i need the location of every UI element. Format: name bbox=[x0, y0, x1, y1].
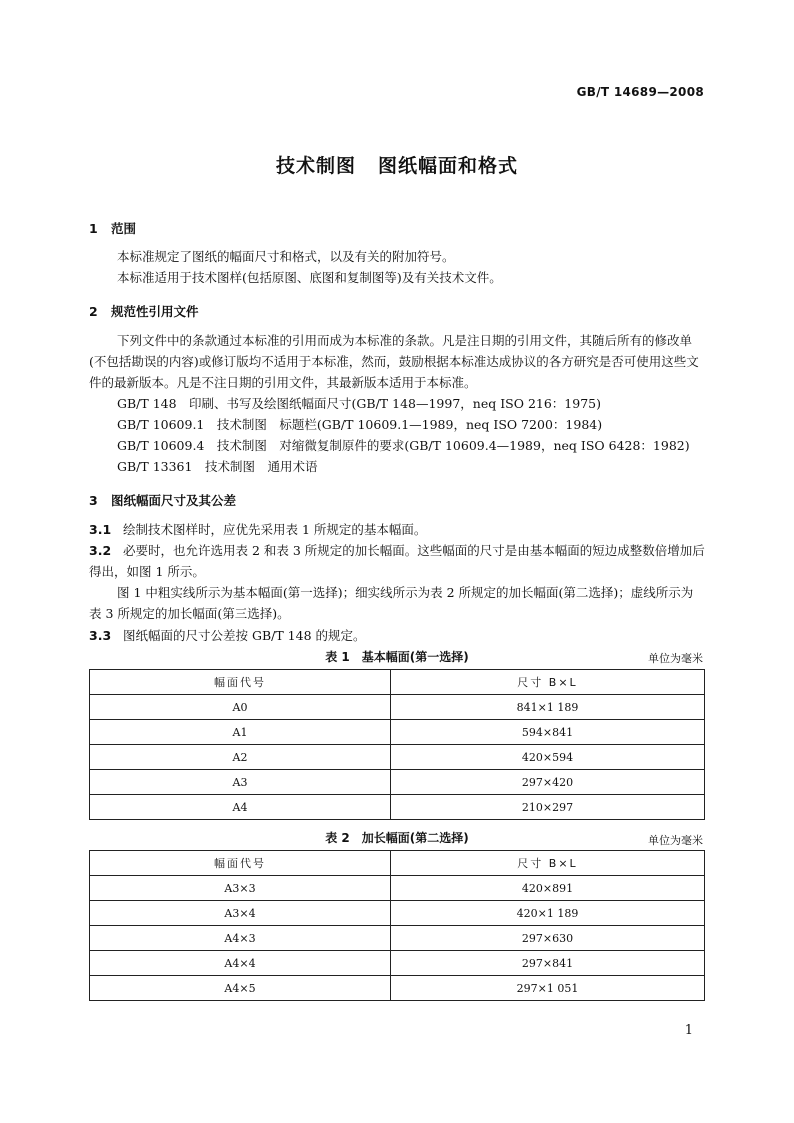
header-cell: 幅面代号 bbox=[90, 851, 391, 876]
table-1 bbox=[89, 669, 705, 820]
table-header-row bbox=[90, 851, 705, 876]
table-header-row bbox=[90, 670, 705, 695]
table-cell: 420×594 bbox=[391, 745, 705, 770]
table-row bbox=[90, 926, 705, 951]
standard-code: GB/T 14689—2008 bbox=[576, 85, 704, 99]
title-part-1: 技术制图 bbox=[275, 155, 356, 177]
clause-text: 图纸幅面的尺寸公差按 GB/T 148 的规定。 bbox=[123, 628, 366, 643]
table-cell: 210×297 bbox=[391, 795, 705, 820]
section-3-heading bbox=[89, 491, 236, 509]
reference-item: GB/T 13361 技术制图 通用术语 bbox=[117, 459, 318, 474]
table-2-caption: 表 2 加长幅面(第二选择) bbox=[325, 831, 469, 845]
table-row bbox=[90, 745, 705, 770]
reference-item: GB/T 10609.1 技术制图 标题栏(GB/T 10609.1—1989，neq ISO 7200：1984) bbox=[117, 417, 603, 432]
table-cell: A3×4 bbox=[90, 901, 391, 926]
table-row bbox=[90, 795, 705, 820]
table-2 bbox=[89, 850, 705, 1001]
clause-text: 绘制技术图样时，应优先采用表 1 所规定的基本幅面。 bbox=[123, 522, 427, 537]
clause-3-3 bbox=[89, 625, 705, 646]
reference-item: GB/T 10609.4 技术制图 对缩微复制原件的要求(GB/T 10609.4—1989，neq ISO 6428：1982) bbox=[117, 438, 690, 453]
table-1-unit: 单位为毫米 bbox=[648, 652, 703, 665]
table-cell: 297×1 051 bbox=[391, 976, 705, 1001]
table-row bbox=[90, 876, 705, 901]
table-cell: 297×841 bbox=[391, 951, 705, 976]
table-row bbox=[90, 951, 705, 976]
table-2-unit: 单位为毫米 bbox=[648, 834, 703, 847]
table-row bbox=[90, 901, 705, 926]
table-row bbox=[90, 720, 705, 745]
table-row bbox=[90, 976, 705, 1001]
table-cell: A4×3 bbox=[90, 926, 391, 951]
scope-paragraph-2: 本标准适用于技术图样(包括原图、底图和复制图等)及有关技术文件。 bbox=[117, 270, 502, 285]
header-cell: 尺寸 B×L bbox=[391, 851, 705, 876]
clause-3-1 bbox=[89, 519, 705, 540]
section-2-heading bbox=[89, 302, 199, 320]
scope-paragraph-1: 本标准规定了图纸的幅面尺寸和格式，以及有关的附加符号。 bbox=[117, 249, 455, 264]
clause-text: 必要时，也允许选用表 2 和表 3 所规定的加长幅面。这些幅面的尺寸是由基本幅面的短边成整数倍增加后得出，如图 1 所示。 bbox=[89, 543, 705, 579]
section-number: 1 bbox=[89, 221, 98, 236]
page-number: 1 bbox=[684, 1023, 693, 1038]
table-row bbox=[90, 770, 705, 795]
section-1-heading bbox=[89, 219, 136, 237]
clause-number: 3.3 bbox=[89, 628, 112, 643]
section-title: 图纸幅面尺寸及其公差 bbox=[111, 493, 237, 508]
clause-number: 3.2 bbox=[89, 543, 112, 558]
section-title: 规范性引用文件 bbox=[111, 304, 199, 319]
references-intro-paragraph: 下列文件中的条款通过本标准的引用而成为本标准的条款。凡是注日期的引用文件，其随后所有的修改单(不包括勘误的内容)或修订版均不适用于本标准，然而，鼓励根据本标准达成协议的各方研究是否可使用这些文件的最新版本。凡是不注日期的引用文件，其最新版本适用于本标准。 bbox=[89, 333, 699, 390]
reference-item: GB/T 148 印刷、书写及绘图纸幅面尺寸(GB/T 148—1997，neq ISO 216：1975) bbox=[117, 396, 601, 411]
table-cell: 420×1 189 bbox=[391, 901, 705, 926]
table-cell: A3 bbox=[90, 770, 391, 795]
clause-3-2-paragraph-2: 图 1 中粗实线所示为基本幅面(第一选择)；细实线所示为表 2 所规定的加长幅面(第二选择)；虚线所示为表 3 所规定的加长幅面(第三选择)。 bbox=[89, 585, 694, 621]
table-cell: A4×5 bbox=[90, 976, 391, 1001]
table-1-caption: 表 1 基本幅面(第一选择) bbox=[325, 650, 469, 664]
table-cell: A0 bbox=[90, 695, 391, 720]
table-cell: 297×420 bbox=[391, 770, 705, 795]
table-cell: 297×630 bbox=[391, 926, 705, 951]
table-cell: A4 bbox=[90, 795, 391, 820]
document-title bbox=[0, 151, 794, 178]
table-cell: A1 bbox=[90, 720, 391, 745]
header-cell: 幅面代号 bbox=[90, 670, 391, 695]
section-number: 2 bbox=[89, 304, 98, 319]
table-row bbox=[90, 695, 705, 720]
clause-3-2 bbox=[89, 540, 705, 582]
table-cell: 420×891 bbox=[391, 876, 705, 901]
table-cell: 594×841 bbox=[391, 720, 705, 745]
section-title: 范围 bbox=[111, 221, 137, 236]
table-cell: A3×3 bbox=[90, 876, 391, 901]
title-part-2: 图纸幅面和格式 bbox=[378, 155, 519, 177]
header-cell: 尺寸 B×L bbox=[391, 670, 705, 695]
table-cell: 841×1 189 bbox=[391, 695, 705, 720]
table-cell: A4×4 bbox=[90, 951, 391, 976]
section-number: 3 bbox=[89, 493, 98, 508]
clause-number: 3.1 bbox=[89, 522, 112, 537]
table-cell: A2 bbox=[90, 745, 391, 770]
